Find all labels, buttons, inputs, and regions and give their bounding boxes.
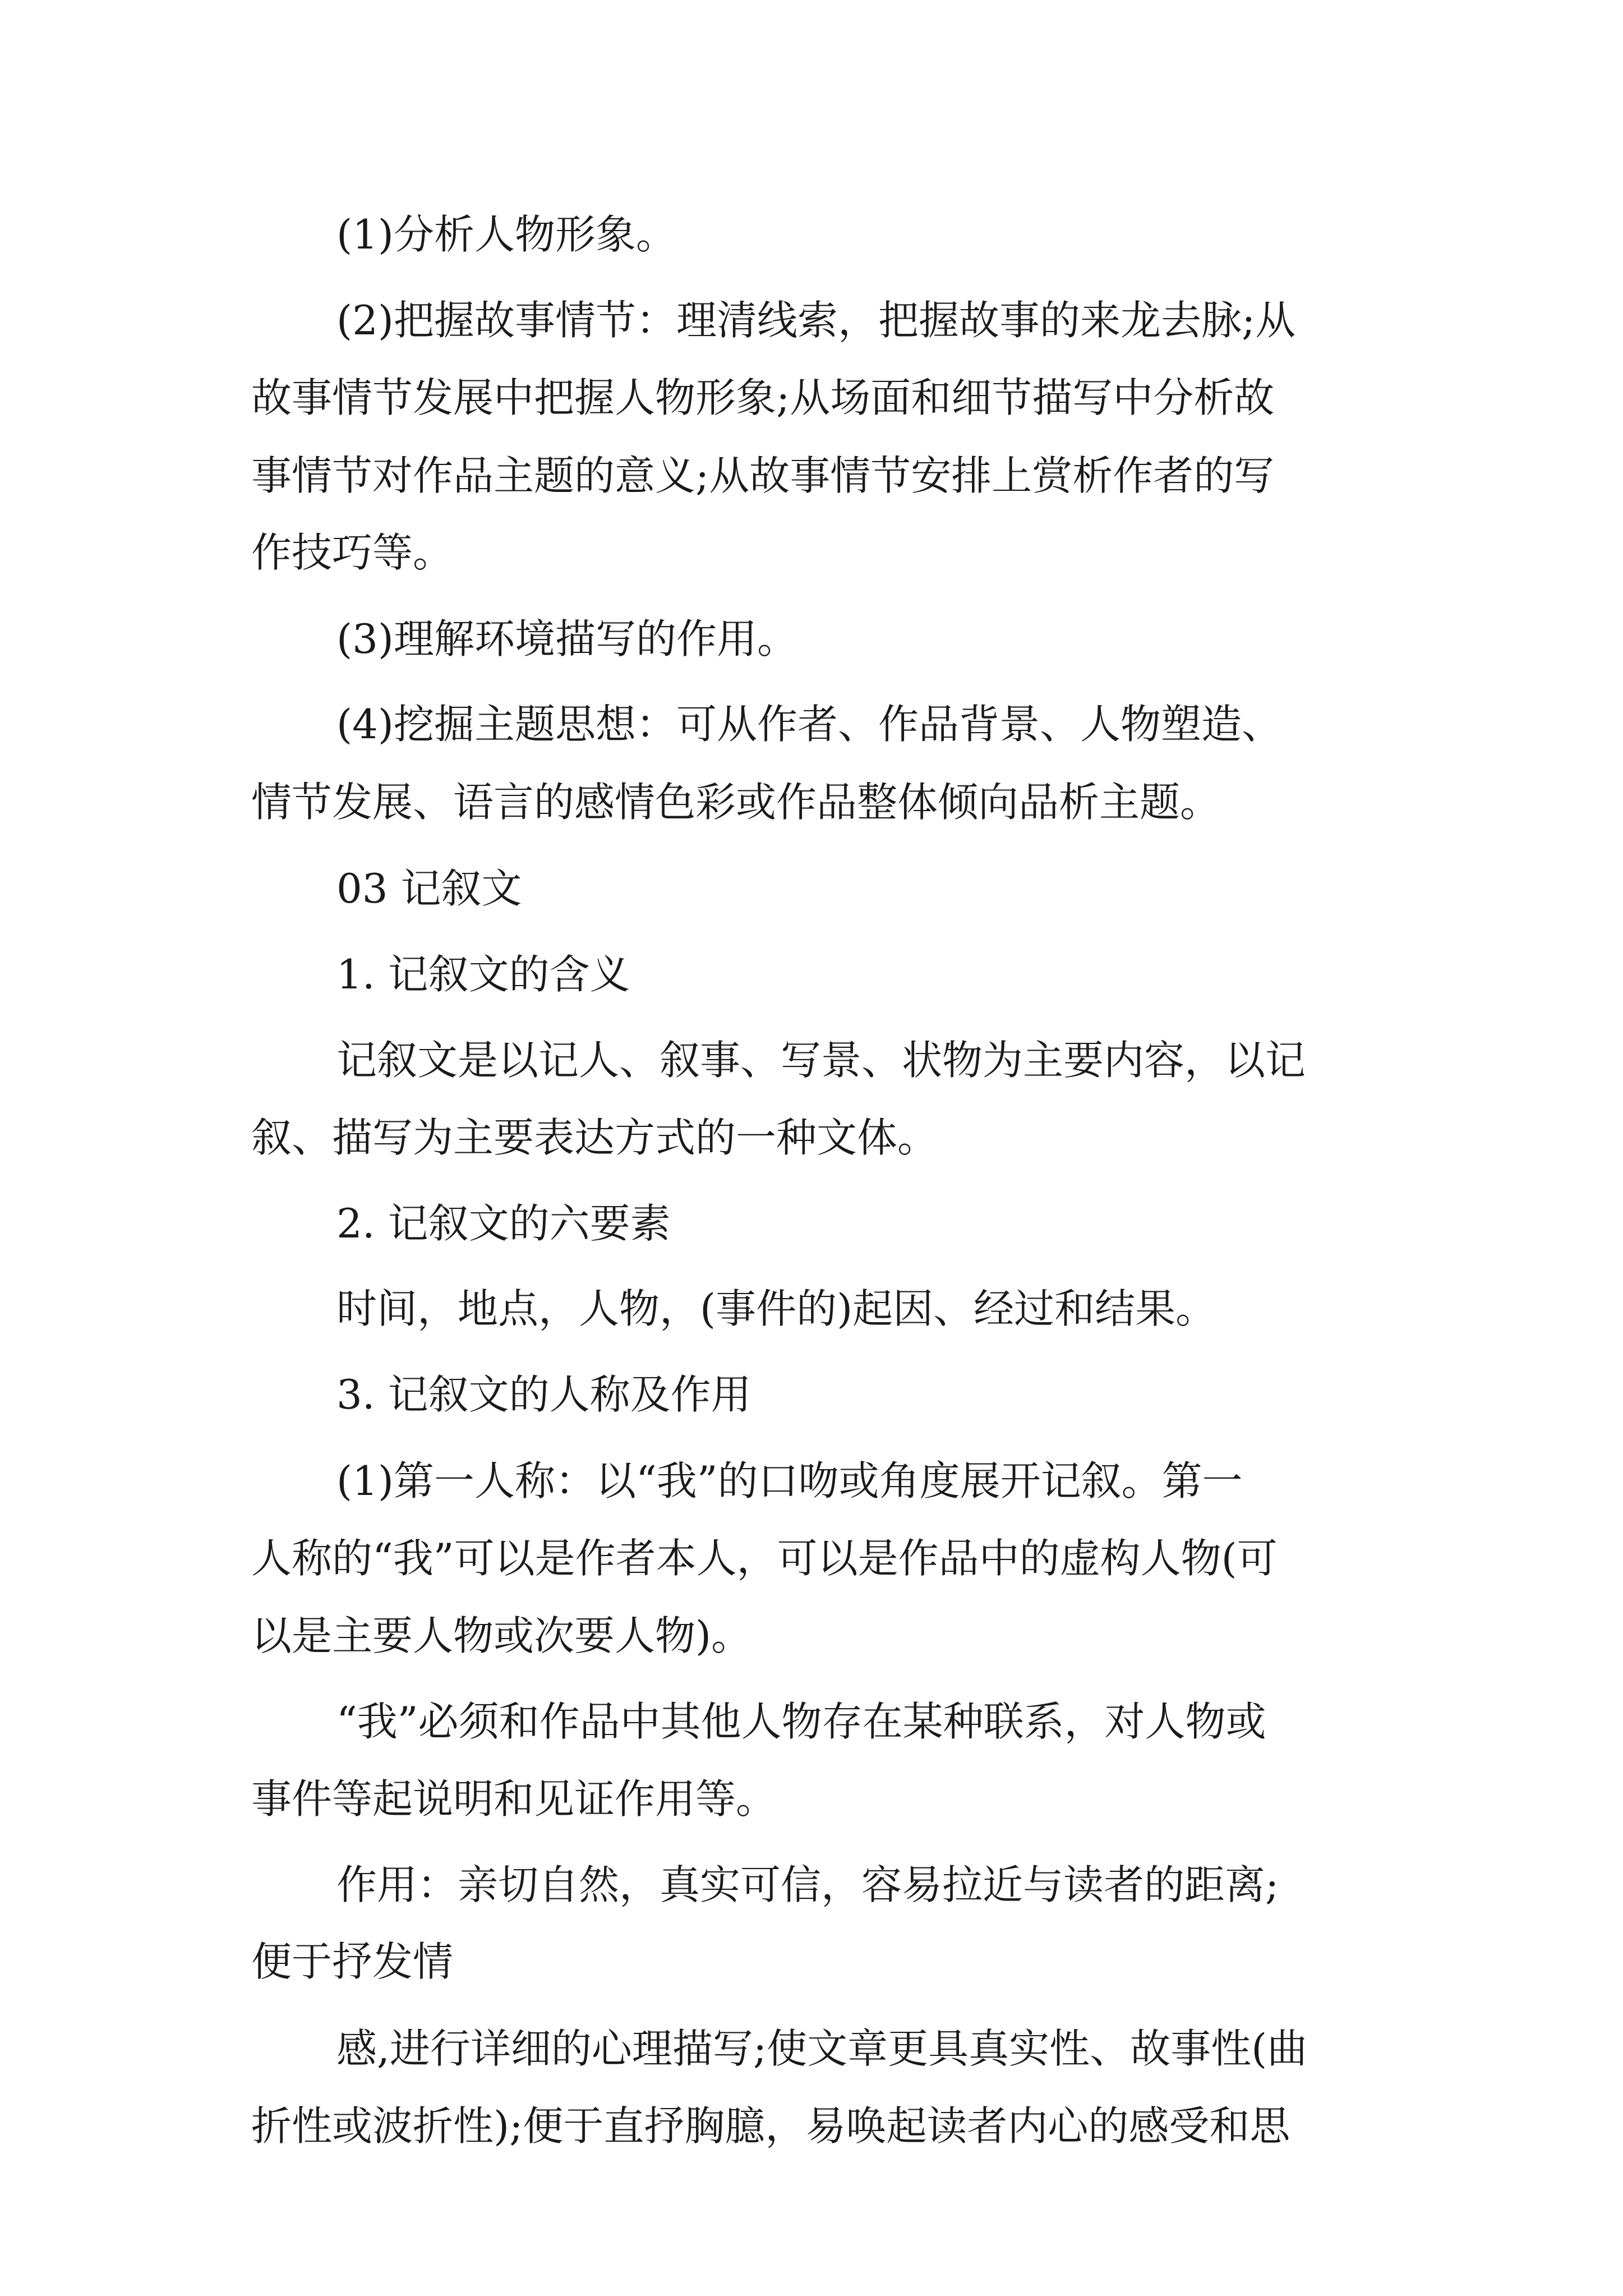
paragraph-line: (3)理解环境描写的作用。 <box>336 615 797 662</box>
paragraph-line: (2)把握故事情节：理清线索，把握故事的来龙去脉;从 <box>336 297 1296 344</box>
paragraph-line: 情节发展、语言的感情色彩或作品整体倾向品析主题。 <box>251 779 1221 826</box>
paragraph-line: 感,进行详细的心理描写;使文章更具真实性、故事性(曲 <box>336 2025 1308 2072</box>
paragraph-line: (1)第一人称：以“我”的口吻或角度展开记叙。第一 <box>336 1457 1243 1504</box>
paragraph-line: (1)分析人物形象。 <box>336 211 676 258</box>
paragraph-line: 故事情节发展中把握人物形象;从场面和细节描写中分析故 <box>251 374 1275 421</box>
paragraph-line: “我”必须和作品中其他人物存在某种联系，对人物或 <box>336 1698 1266 1745</box>
paragraph-line: 折性或波折性);便于直抒胸臆，易唤起读者内心的感受和思 <box>251 2102 1290 2150</box>
paragraph-line: (4)挖掘主题思想：可从作者、作品背景、人物塑造、 <box>336 701 1282 748</box>
paragraph-line: 事件等起说明和见证作用等。 <box>251 1775 777 1823</box>
paragraph-line: 以是主要人物或次要人物)。 <box>251 1612 752 1659</box>
paragraph-line: 记叙文是以记人、叙事、写景、状物为主要内容，以记 <box>336 1037 1306 1084</box>
paragraph-line: 作用：亲切自然，真实可信，容易拉近与读者的距离; <box>336 1861 1279 1908</box>
paragraph-line: 人称的“我”可以是作者本人，可以是作品中的虚构人物(可 <box>251 1535 1278 1582</box>
paragraph-line: 叙、描写为主要表达方式的一种文体。 <box>251 1114 938 1161</box>
paragraph-line: 时间，地点，人物，(事件的)起因、经过和结果。 <box>336 1285 1216 1332</box>
subsection-heading: 3. 记叙文的人称及作用 <box>336 1371 751 1418</box>
subsection-heading: 2. 记叙文的六要素 <box>336 1200 671 1247</box>
paragraph-line: 便于抒发情 <box>251 1938 454 1985</box>
subsection-heading: 1. 记叙文的含义 <box>336 951 630 998</box>
paragraph-line: 作技巧等。 <box>251 529 454 576</box>
section-heading: 03 记叙文 <box>336 865 522 912</box>
paragraph-line: 事情节对作品主题的意义;从故事情节安排上赏析作者的写 <box>251 452 1275 499</box>
